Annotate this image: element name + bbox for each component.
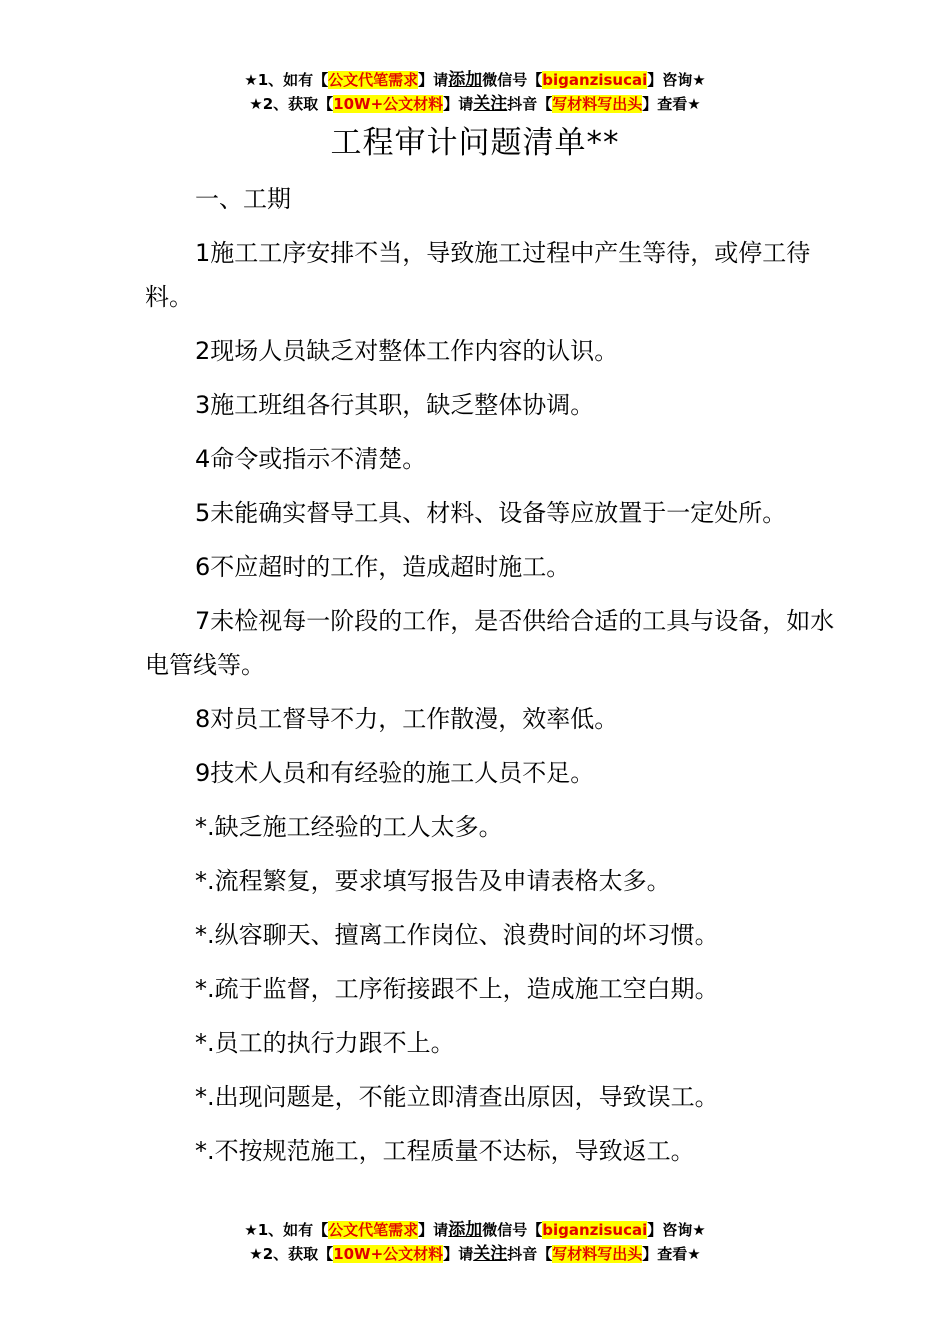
list-item: 6不应超时的工作，造成超时施工。 (195, 553, 571, 581)
banner-text: ★2、获取【 (249, 95, 334, 113)
banner-text: 】请 (443, 95, 474, 113)
list-item: *.不按规范施工，工程质量不达标，导致返工。 (195, 1137, 695, 1165)
banner-text: ★1、如有【 (244, 71, 329, 89)
banner-text: 】查看★ (642, 1245, 701, 1263)
document-title: 工程审计问题清单** (330, 125, 620, 161)
banner-highlight: 10W+公文材料 (333, 1245, 444, 1263)
banner-text: ★1、如有【 (244, 1221, 329, 1239)
list-item: *.纵容聊天、擅离工作岗位、浪费时间的坏习惯。 (195, 921, 719, 949)
banner-line-2 (0, 1242, 950, 1266)
banner-text: ★2、获取【 (249, 1245, 334, 1263)
list-item: *.员工的执行力跟不上。 (195, 1029, 455, 1057)
banner-line-1 (0, 1218, 950, 1242)
banner-highlight: biganzisucai (542, 1221, 648, 1239)
banner-text: 抖音【 (507, 95, 553, 113)
bottom-banner (0, 1218, 950, 1266)
banner-highlight: biganzisucai (542, 71, 648, 89)
banner-text: 微信号【 (482, 71, 543, 89)
list-item: 8对员工督导不力，工作散漫，效率低。 (195, 705, 619, 733)
banner-highlight: 10W+公文材料 (333, 95, 444, 113)
list-item: *.缺乏施工经验的工人太多。 (195, 813, 503, 841)
banner-text: 】请 (418, 71, 449, 89)
list-item: 2现场人员缺乏对整体工作内容的认识。 (195, 337, 619, 365)
list-item: 3施工班组各行其职，缺乏整体协调。 (195, 391, 595, 419)
banner-highlight: 公文代笔需求 (328, 71, 419, 89)
list-item: *.流程繁复，要求填写报告及申请表格太多。 (195, 867, 671, 895)
banner-highlight: 写材料写出头 (552, 95, 643, 113)
banner-text: 抖音【 (507, 1245, 553, 1263)
document-body (145, 177, 845, 1183)
list-item: *.疏于监督，工序衔接跟不上，造成施工空白期。 (195, 975, 719, 1003)
banner-line-1 (0, 68, 950, 92)
list-item: *.出现问题是，不能立即清查出原因，导致误工。 (195, 1083, 719, 1111)
banner-highlight: 公文代笔需求 (328, 1221, 419, 1239)
section-heading: 一、工期 (195, 185, 291, 213)
banner-underlined: 关注 (473, 1244, 508, 1264)
banner-underlined: 关注 (473, 94, 508, 114)
list-item: 7未检视每一阶段的工作，是否供给合适的工具与设备，如水电管线等。 (145, 607, 835, 679)
banner-underlined: 添加 (448, 1220, 483, 1240)
top-banner (0, 68, 950, 116)
banner-text: 微信号【 (482, 1221, 543, 1239)
banner-highlight: 写材料写出头 (552, 1245, 643, 1263)
list-item: 4命令或指示不清楚。 (195, 445, 427, 473)
banner-text: 】请 (418, 1221, 449, 1239)
banner-text: 】请 (443, 1245, 474, 1263)
list-item: 9技术人员和有经验的施工人员不足。 (195, 759, 595, 787)
banner-text: 】咨询★ (647, 1221, 706, 1239)
banner-text: 】咨询★ (647, 71, 706, 89)
banner-text: 】查看★ (642, 95, 701, 113)
list-item: 5未能确实督导工具、材料、设备等应放置于一定处所。 (195, 499, 787, 527)
banner-underlined: 添加 (448, 70, 483, 90)
list-item: 1施工工序安排不当，导致施工过程中产生等待，或停工待料。 (145, 239, 811, 311)
banner-line-2 (0, 92, 950, 116)
